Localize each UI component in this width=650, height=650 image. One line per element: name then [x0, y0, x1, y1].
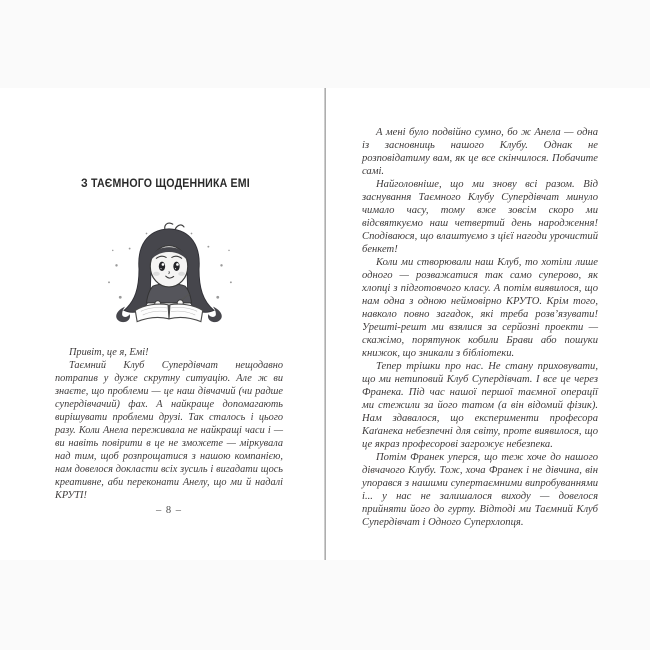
paragraph: Таємний Клуб Супердівчат нещодавно потрапив у дуже скрутну ситуацію. Але ж ви знаєте, що проблеми — це наш дівчачий (чи радше супердівчачий) фах. А найкраще допомагають вирішувати проблеми друзі. Так сталось і цього разу. Коли Анела переживала не найкращі часи і — ви навіть повірити в це не зможете — міркувала над тим, щоб розпрощатися з нашою компанією, нам довелося докласти всіх зусиль і вигадати щось креативне, аби переконати Анелу, що ми й надалі КРУТІ!	[55, 360, 283, 501]
paragraph: Коли ми створювали наш Клуб, то хотіли лише одного — розважатися так само суперово, як хлопці з підготовчого класу. А потім виявилося, що нам одна з одною неймовірно КРУТО. Крім того, навколо повно загадок, які треба розв’язувати! Урешті-решт ми взялися за серйозні проекти — скажімо, порятунок кобили Брави або пошуки книжок, що зникали з бібліотеки.	[362, 257, 598, 359]
scan-area	[0, 88, 650, 560]
paragraph: Найголовніше, що ми знову всі разом. Від заснування Таємного Клубу Супердівчат минуло чимало часу, тому вже зовсім скоро ми відсвяткуємо наш четвертий день народження! Сподіваюся, що влаштуємо з цієї нагоди урочистий бенкет!	[362, 179, 598, 255]
paragraph: Тепер трішки про нас. Не стану приховувати, що ми нетиповий Клуб Супердівчат. І все це через Франека. Під час нашої першої таємної операції ми стежили за його татом (а він відомий фізик). Нам здавалося, що експерименти професора Каґанека небезпечні для світу, проте виявилося, що це якраз професорові загрожує небезпека.	[362, 361, 598, 450]
girl-writing-illustration	[55, 222, 283, 338]
chapter-heading: З ТАЄМНОГО ЩОДЕННИКА ЕМІ	[81, 178, 250, 190]
paragraph: Привіт, це я, Емі!	[69, 347, 149, 358]
left-page	[0, 88, 325, 560]
paragraph: Потім Франек уперся, що теж хоче до нашого дівчачого Клубу. Тож, хоча Франек і не дівчина, він упорався з нашими супертаємними випробуваннями і... у нас не залишалося виходу — довелося прийняти його до гурту. Відтоді ми Таємний Клуб Супердівчат і Одного Суперхлопця.	[362, 452, 598, 528]
diary-girl-doodle-icon	[94, 222, 244, 335]
left-page-text	[55, 346, 283, 502]
paragraph: А мені було подвійно сумно, бо ж Анела — одна із засновниць нашого Клубу. Однак не розповідатиму вам, як це все скінчилося. Побачите самі.	[362, 127, 598, 177]
right-page	[325, 88, 650, 560]
page-number: – 8 –	[156, 505, 182, 516]
right-page-text	[362, 126, 598, 529]
